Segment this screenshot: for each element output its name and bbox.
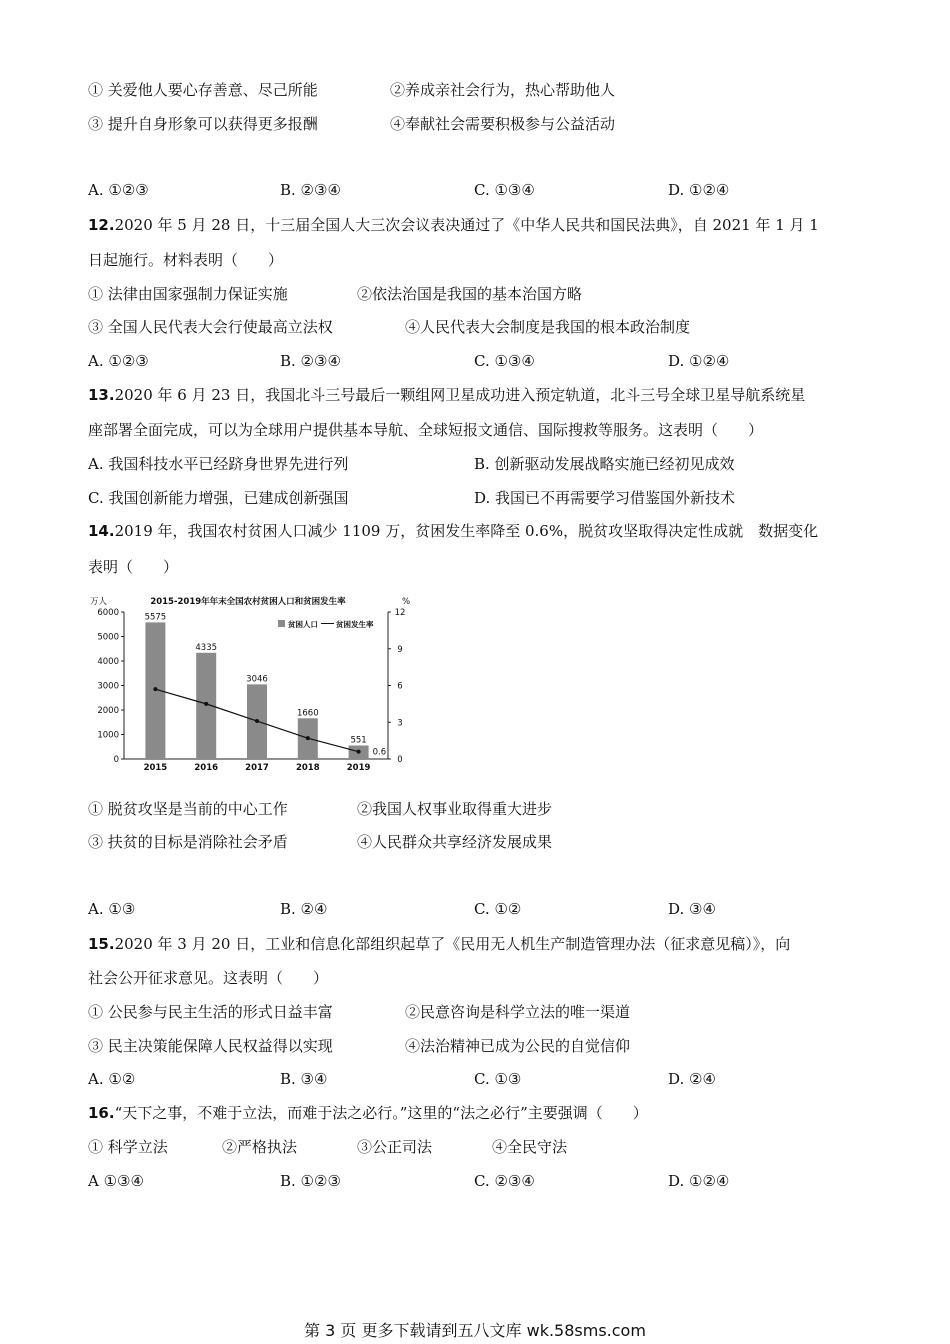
q14-statement-4: ④人民群众共享经济发展成果 [357, 833, 553, 851]
right-axis-unit: % [402, 597, 411, 607]
q11-option-d: D. ①②④ [668, 181, 730, 199]
x-tick-label: 2019 [346, 763, 371, 773]
q13-stem-line-2: 座部署全面完成，可以为全球用户提供基本导航、全球短报文通信、国际搜救等服务。这表明（ ） [88, 421, 764, 439]
q16-statement-2: ②严格执法 [222, 1138, 298, 1156]
q11-statement-2: ②养成亲社会行为，热心帮助他人 [390, 81, 616, 99]
q12-statement-3: ③ 全国人民代表大会行使最高立法权 [88, 318, 333, 336]
q15-option-d: D. ②④ [668, 1070, 716, 1088]
q14-option-a: A. ①③ [88, 900, 136, 918]
q12-option-b: B. ②③④ [280, 352, 341, 370]
left-tick-label: 6000 [97, 608, 119, 618]
q16-statement-4: ④全民守法 [492, 1138, 568, 1156]
q12-option-a: A. ①②③ [88, 352, 149, 370]
q16-option-d: D. ①②④ [668, 1172, 730, 1190]
q15-statement-2: ②民意咨询是科学立法的唯一渠道 [405, 1003, 631, 1021]
left-tick-label: 3000 [97, 681, 119, 692]
x-tick-label: 2015 [143, 763, 168, 773]
q14-option-d: D. ③④ [668, 900, 716, 918]
rate-point [153, 687, 157, 691]
right-tick-label: 3 [397, 718, 403, 729]
q12-option-d: D. ①②④ [668, 352, 730, 370]
q11-option-a: A. ①②③ [88, 181, 149, 199]
q15-statement-1: ① 公民参与民主生活的形式日益丰富 [88, 1003, 333, 1021]
left-tick-label: 4000 [97, 657, 119, 667]
rate-end-label: 0.6 [372, 747, 387, 758]
q14-option-c: C. ①② [474, 900, 522, 918]
right-tick-label: 9 [397, 644, 403, 655]
legend-bar-label: 贫困人口 [288, 620, 318, 629]
right-tick-label: 0 [397, 755, 403, 765]
rate-point [255, 719, 259, 723]
q16-option-a: A ①③④ [88, 1172, 144, 1190]
left-tick-label: 1000 [97, 730, 119, 741]
rate-point [306, 736, 310, 740]
x-tick-label: 2017 [245, 763, 269, 773]
rate-point [357, 750, 361, 754]
q16-option-c: C. ②③④ [474, 1172, 535, 1190]
q13-option-d: D. 我国已不再需要学习借鉴国外新技术 [474, 489, 736, 507]
q15-option-a: A. ①② [88, 1070, 136, 1088]
q15-number: 15. [88, 935, 115, 953]
q16-statement-1: ① 科学立法 [88, 1138, 168, 1156]
left-tick-label: 0 [113, 755, 119, 765]
q11-statement-4: ④奉献社会需要积极参与公益活动 [390, 115, 616, 133]
q11-option-b: B. ②③④ [280, 181, 341, 199]
bar-value-label: 5575 [144, 612, 167, 623]
left-tick-label: 5000 [97, 632, 119, 643]
q15-stem-line-1: 15.2020 年 3 月 20 日，工业和信息化部组织起草了《民用无人机生产制造管理办法（征求意见稿）》，向 [88, 935, 791, 953]
q15-option-b: B. ③④ [280, 1070, 328, 1088]
q14-statement-2: ②我国人权事业取得重大进步 [357, 800, 553, 818]
legend-line-label: 贫困发生率 [336, 620, 374, 629]
q12-number: 12. [88, 216, 115, 234]
q15-statement-4: ④法治精神已成为公民的自觉信仰 [405, 1037, 631, 1055]
q13-stem-line-1: 13.2020 年 6 月 23 日，我国北斗三号最后一颗组网卫星成功进入预定轨道，北斗三号全球卫星导航系统星 [88, 386, 806, 404]
bar-value-label: 1660 [296, 708, 319, 719]
poverty-chart [88, 592, 418, 777]
q16-stem-line-1: 16.“天下之事，不难于立法，而难于法之必行。”这里的“法之必行”主要强调（ ） [88, 1104, 648, 1122]
bar-value-label: 4335 [195, 642, 218, 653]
q12-stem-line-2: 日起施行。材料表明（ ） [88, 251, 284, 269]
chart-title: 2015-2019年年末全国农村贫困人口和贫困发生率 [150, 597, 346, 607]
q15-option-c: C. ①③ [474, 1070, 522, 1088]
q15-stem-line-2: 社会公开征求意见。这表明（ ） [88, 969, 329, 987]
q11-option-c: C. ①③④ [474, 181, 535, 199]
q14-statement-1: ① 脱贫攻坚是当前的中心工作 [88, 800, 288, 818]
right-tick-label: 6 [397, 681, 403, 692]
q11-statement-3: ③ 提升自身形象可以获得更多报酬 [88, 115, 318, 133]
q14-stem-line-1: 14.2019 年，我国农村贫困人口减少 1109 万，贫困发生率降至 0.6%，脱贫攻坚取得决定性成就 数据变化 [88, 522, 819, 540]
page-footer: 第 3 页 更多下载请到五八文库 wk.58sms.com [304, 1321, 646, 1340]
q12-statement-4: ④人民代表大会制度是我国的根本政治制度 [405, 318, 691, 336]
q14-option-b: B. ②④ [280, 900, 328, 918]
q12-statement-1: ① 法律由国家强制力保证实施 [88, 285, 288, 303]
left-tick-label: 2000 [97, 706, 119, 716]
x-tick-label: 2018 [295, 763, 320, 773]
left-axis-unit: 万人 [90, 597, 108, 607]
q13-number: 13. [88, 386, 115, 404]
q16-option-b: B. ①②③ [280, 1172, 341, 1190]
q16-statement-3: ③公正司法 [357, 1138, 433, 1156]
q13-option-b: B. 创新驱动发展战略实施已经初见成效 [474, 455, 735, 473]
bar-value-label: 551 [350, 735, 367, 746]
q15-statement-3: ③ 民主决策能保障人民权益得以实现 [88, 1037, 333, 1055]
q12-statement-2: ②依法治国是我国的基本治国方略 [357, 285, 583, 303]
q13-option-a: A. 我国科技水平已经跻身世界先进行列 [88, 455, 349, 473]
q12-option-c: C. ①③④ [474, 352, 535, 370]
q14-statement-3: ③ 扶贫的目标是消除社会矛盾 [88, 833, 288, 851]
bar-value-label: 3046 [246, 674, 268, 685]
q14-number: 14. [88, 522, 115, 540]
q14-stem-line-2: 表明（ ） [88, 558, 179, 576]
right-tick-label: 12 [394, 608, 406, 618]
q11-statement-1: ① 关爱他人要心存善意、尽己所能 [88, 81, 318, 99]
rate-point [204, 702, 208, 706]
q13-option-c: C. 我国创新能力增强，已建成创新强国 [88, 489, 349, 507]
q12-stem-line-1: 12.2020 年 5 月 28 日，十三届全国人大三次会议表决通过了《中华人民共和国民法典》，自 2021 年 1 月 1 [88, 216, 819, 234]
x-tick-label: 2016 [194, 763, 219, 773]
legend-bar-swatch [278, 620, 285, 627]
q16-number: 16. [88, 1104, 115, 1122]
